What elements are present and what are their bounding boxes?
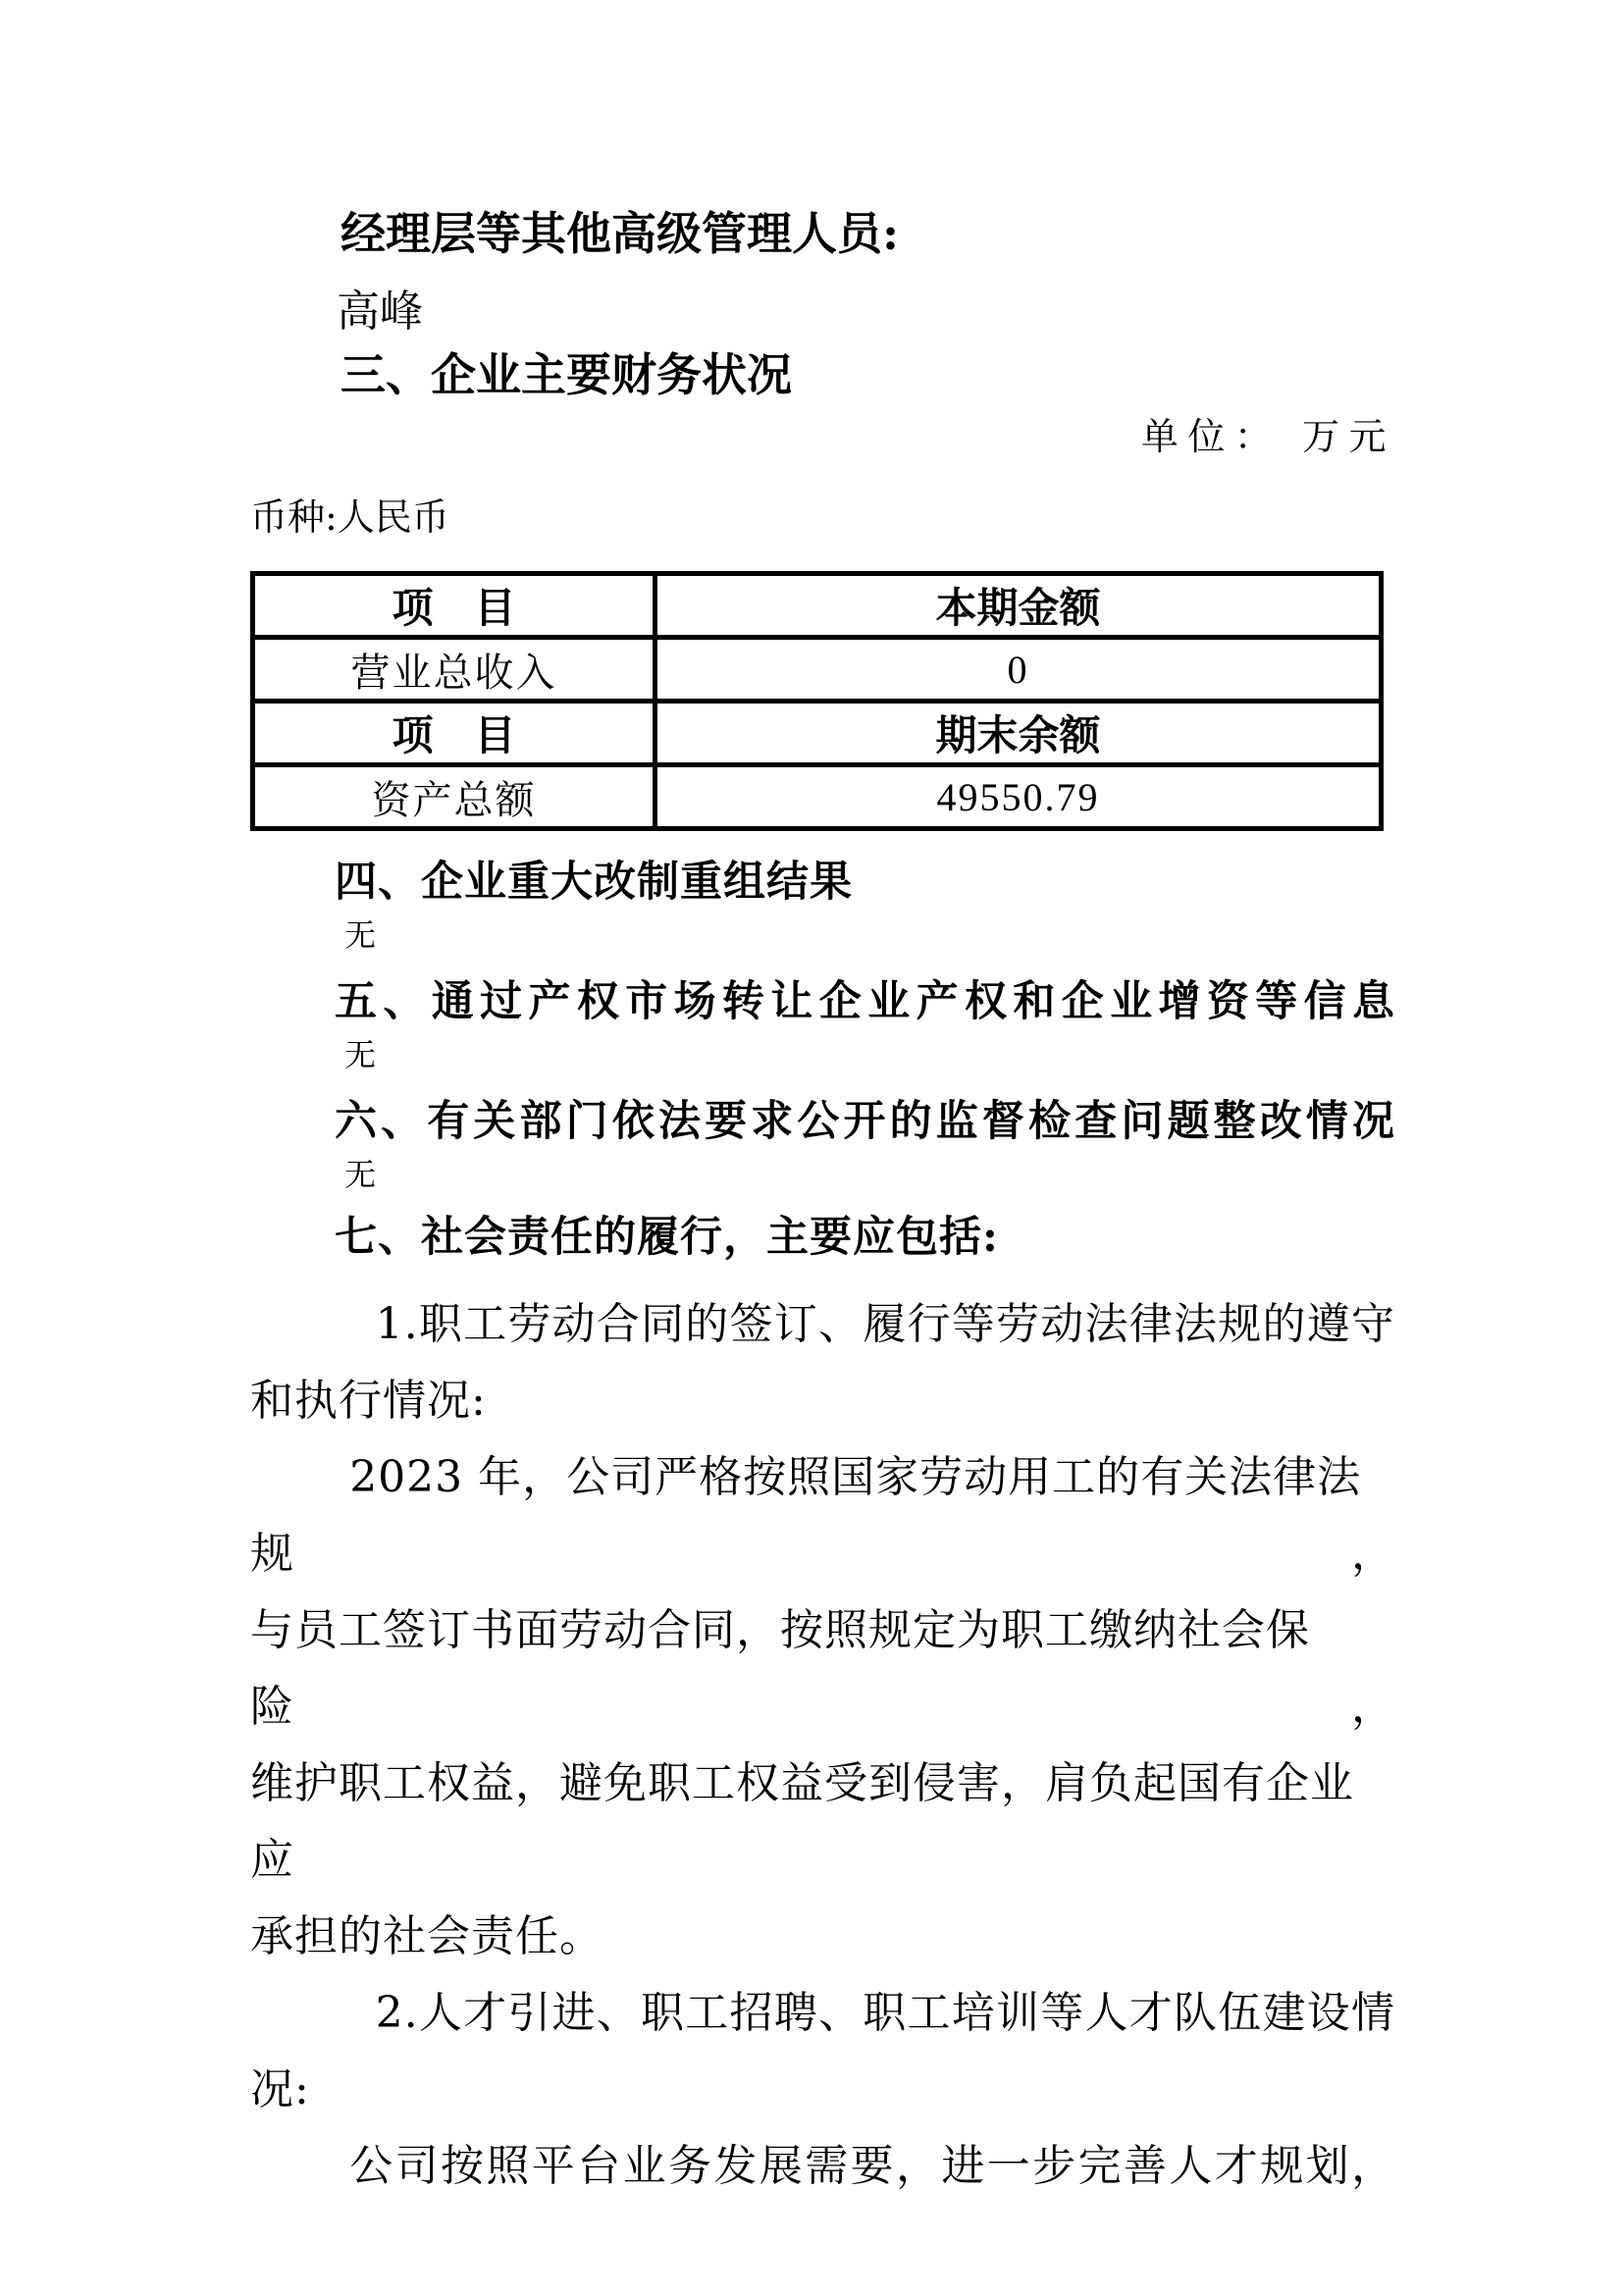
table-row-header-1 [253,574,1382,638]
body-line: 况: [250,2064,310,2114]
table-cell-item-header: 项 目 [253,574,655,638]
body-line: 承担的社会责任。 [250,1911,603,1961]
section-6-content: 无 [344,1156,377,1193]
body-line: 与员工签订书面劳动合同，按照规定为职工缴纳社会保险， [250,1605,1395,1732]
document-content [0,206,1624,2205]
table-cell-revenue-label: 营业总收入 [253,638,655,702]
table-cell-current-amount-header: 本期金额 [655,574,1382,638]
table-cell-total-assets-value: 49550.79 [655,765,1382,829]
heading-management: 经理层等其他高级管理人员: [341,207,899,260]
heading-section-4: 四、企业重大改制重组结果 [335,858,853,907]
table-cell-ending-balance-header: 期末余额 [655,702,1382,765]
financial-table [250,571,1384,831]
body-line: 维护职工权益，避免职工权益受到侵害，肩负起国有企业应 [250,1758,1354,1885]
unit-note: 单位： 万元 [1140,415,1395,458]
body-line: 2023 年，公司严格按照国家劳动用工的有关法律法规， [250,1452,1395,1579]
heading-section-3: 三、企业主要财务状况 [341,348,792,401]
table-cell-total-assets-label: 资产总额 [253,765,655,829]
body-line: 和执行情况: [250,1376,487,1426]
body-line: 2.人才引进、职工招聘、职工培训等人才队伍建设情 [375,1988,1395,2038]
table-row-total-assets [253,765,1382,829]
table-row-revenue [253,638,1382,702]
heading-section-7: 七、社会责任的履行，主要应包括: [335,1213,999,1262]
currency-note: 币种:人民币 [250,496,449,539]
table-row-header-2 [253,702,1382,765]
body-line: 1.职工劳动合同的签订、履行等劳动法律法规的遵守 [375,1299,1395,1349]
section-4-content: 无 [344,916,377,954]
heading-section-5: 五、通过产权市场转让企业产权和企业增资等信息 [335,977,1395,1026]
table-cell-item-header-2: 项 目 [253,702,655,765]
heading-section-6: 六、有关部门依法要求公开的监督检查问题整改情况 [335,1097,1395,1146]
section-5-content: 无 [344,1036,377,1073]
body-line: 公司按照平台业务发展需要，进一步完善人才规划， [349,2141,1395,2191]
management-name: 高峰 [337,287,423,337]
table-cell-revenue-value: 0 [655,638,1382,702]
